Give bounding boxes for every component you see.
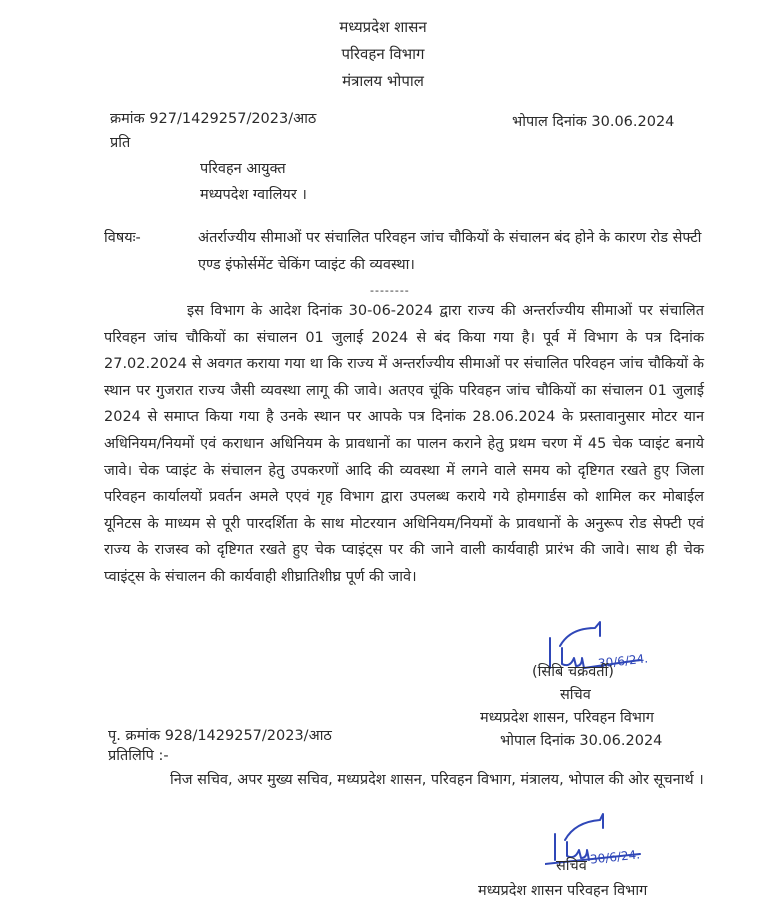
recipient-title: परिवहन आयुक्त xyxy=(200,161,286,177)
recipient-location: मध्यपदेश ग्वालियर । xyxy=(200,187,307,203)
endorsement-number: पृ. क्रमांक 928/1429257/2023/आठ xyxy=(108,728,332,744)
body-paragraph: इस विभाग के आदेश दिनांक 30-06-2024 द्वारा राज्य की अन्तर्राज्यीय सीमाओं पर संचालित परिवहन जांच चौकियों का संचालन 01 जुलाई 2024 से बंद किया गया है। पूर्व में विभाग के पत्र दिनांक 27.02.2024 से अवगत कराया गया था कि राज्य में अन्तर्राज्यीय सीमाओं पर संचालित परिवहन जांच चौकियों के स्थान पर गुजरात राज्य जैसी व्यवस्था लागू की जावे। अतएव चूंकि परिवहन जांच चौकियों का संचालन 01 जुलाई 2024 से समाप्त किया गया है उनके स्थान पर आपके पत्र दिनांक 28.06.2024 के प्रस्तावानुसार मोटर यान अधिनियम/नियमों एवं कराधान अधिनियम के प्रावधानों का पालन कराने हेतु प्रथम चरण में 45 चेक प्वाइंट बनाये जावे। चेक प्वाइंट के संचालन हेतु उपकरणों आदि की व्यवस्था में लगने वाले समय को दृष्टिगत रखते हुए जिला परिवहन कार्यालयों प्रवर्तन अमले एएवं गृह विभाग द्वारा उपलब्ध कराये गये होमगार्डस को शामिल कर मोबाईल यूनिटस के माध्यम से पूरी पारदर्शिता के साथ मोटरयान अधिनियम/नियमों के प्रावधानों के अनुरूप रोड सेफ्टी एवं राज्य के राजस्व को दृष्टिगत रखते हुए चेक प्वाइंट्स पर की जाने वाली कार्यवाही प्रारंभ की जावे। साथ ही चेक प्वाइंट्स के संचालन की कार्यवाही शीघ्रातिशीघ्र पूर्ण की जावे। xyxy=(104,303,704,585)
copy-label: प्रतिलिपि :- xyxy=(108,748,169,764)
endorsement-designation: सचिव xyxy=(556,858,587,874)
header-location: मंत्रालय भोपाल xyxy=(342,72,424,90)
header-government: मध्यप्रदेश शासन xyxy=(339,18,427,36)
signatory-designation: सचिव xyxy=(560,687,591,703)
subject-label: विषयः- xyxy=(104,230,141,246)
signatory-department: मध्यप्रदेश शासन, परिवहन विभाग xyxy=(480,710,654,726)
endorsement-signature-date: 30/6/24. xyxy=(589,847,641,867)
endorsement-department: मध्यप्रदेश शासन परिवहन विभाग xyxy=(478,883,648,899)
signatory-date: भोपाल दिनांक 30.06.2024 xyxy=(500,733,663,749)
reference-date: भोपाल दिनांक 30.06.2024 xyxy=(512,114,675,130)
reference-number: क्रमांक 927/1429257/2023/आठ xyxy=(110,111,317,127)
subject-text: अंतर्राज्यीय सीमाओं पर संचालित परिवहन जांच चौकियों के संचालन बंद होने के कारण रोड सेफ्टी एण्ड इंफोर्समेंट चेकिंग प्वाइंट की व्यवस्था। xyxy=(198,230,702,273)
signature-date: 30/6/24. xyxy=(597,651,649,671)
copy-text: निज सचिव, अपर मुख्य सचिव, मध्यप्रदेश शासन, परिवहन विभाग, मंत्रालय, भोपाल की ओर सूचनार्थ । xyxy=(170,772,704,788)
signatory-name: (सिबि चक्रवर्ती) xyxy=(532,664,614,680)
subject-separator: -------- xyxy=(370,284,410,297)
header-department: परिवहन विभाग xyxy=(341,45,425,63)
to-label: प्रति xyxy=(110,135,131,151)
